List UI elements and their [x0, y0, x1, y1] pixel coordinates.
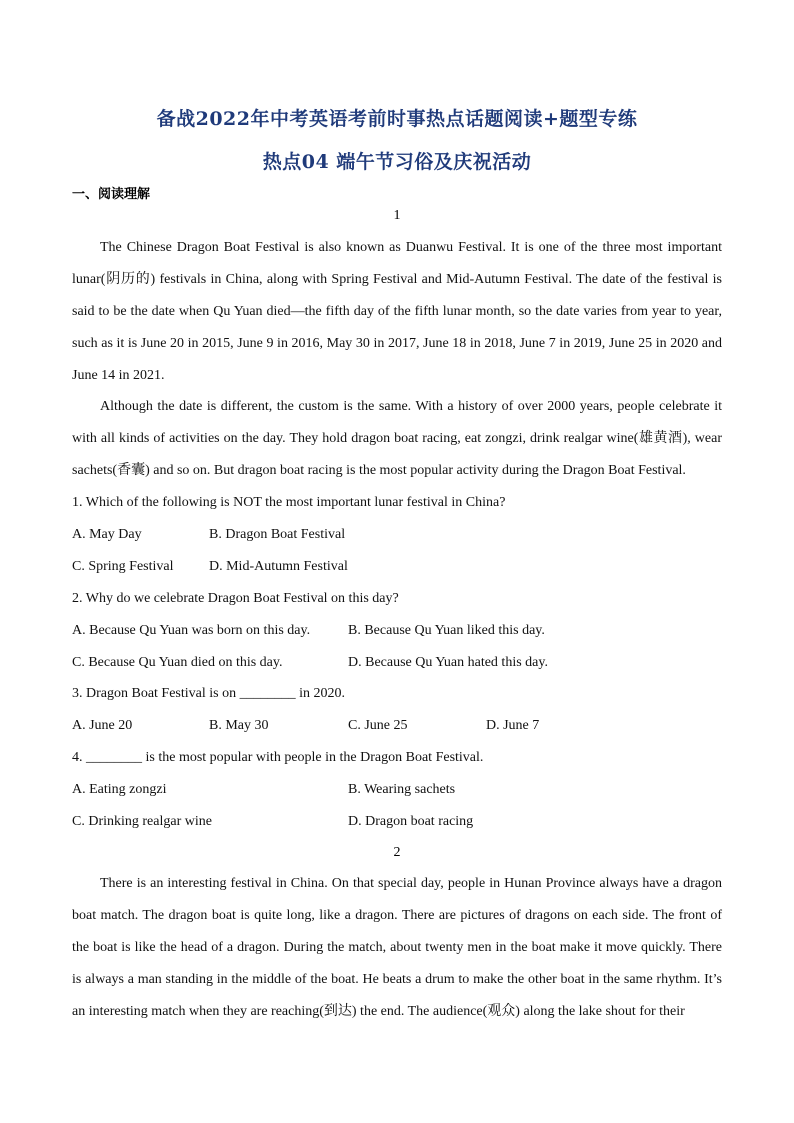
answer-option: A. June 20: [72, 718, 133, 733]
passage-paragraph: The Chinese Dragon Boat Festival is also known as Duanwu Festival. It is one of the three most important lunar(阴历的) festivals in China, along with Spring Festival and Mid-Autumn Festival. The date of the festival is said to be the date when Qu Yuan died—the fifth day of the fifth lunar month, so the date varies from year to year, such as it is June 20 in 2015, June 9 in 2016, May 30 in 2017, June 18 in 2018, June 7 in 2019, June 25 in 2020 and June 14 in 2021.: [72, 240, 722, 383]
answer-option: C. Spring Festival: [72, 559, 174, 574]
answer-option: B. Because Qu Yuan liked this day.: [348, 623, 545, 638]
answer-option: D. Because Qu Yuan hated this day.: [348, 655, 548, 670]
answer-option: B. Dragon Boat Festival: [209, 527, 346, 542]
section-heading: 一、阅读理解: [72, 187, 151, 202]
answer-option: C. June 25: [348, 718, 408, 733]
answer-option: D. Mid-Autumn Festival: [209, 559, 348, 574]
answer-option: D. Dragon boat racing: [348, 814, 474, 829]
question-stem: 4. ________ is the most popular with people in the Dragon Boat Festival.: [72, 750, 484, 765]
answer-option: A. Because Qu Yuan was born on this day.: [72, 623, 311, 638]
question-stem: 1. Which of the following is NOT the most important lunar festival in China?: [72, 495, 506, 510]
passage-number: 2: [393, 845, 401, 860]
answer-option: C. Because Qu Yuan died on this day.: [72, 655, 283, 670]
passage-number: 1: [393, 208, 401, 223]
passage-paragraph: There is an interesting festival in China. On that special day, people in Hunan Province always have a dragon boat match. The dragon boat is quite long, like a dragon. There are pictures of dragons on each side. The front of the boat is like the head of a dragon. During the match, about twenty men in the boat make it move quickly. There is always a man standing in the middle of the boat. He beats a drum to make the other boat in the same rhythm. It’s an interesting match when they are reaching(到达) the end. The audience(观众) along the lake shout for their: [72, 876, 722, 1019]
question-stem: 3. Dragon Boat Festival is on ________ in 2020.: [72, 686, 345, 701]
answer-option: B. May 30: [209, 718, 269, 733]
answer-option: D. June 7: [486, 718, 540, 733]
answer-option: A. Eating zongzi: [72, 782, 167, 797]
document-title: 备战2022年中考英语考前时事热点话题阅读+题型专练: [156, 108, 638, 130]
answer-option: B. Wearing sachets: [348, 782, 456, 797]
document-subtitle: 热点04 端午节习俗及庆祝活动: [262, 151, 532, 173]
answer-option: C. Drinking realgar wine: [72, 814, 212, 829]
passage-paragraph: Although the date is different, the custom is the same. With a history of over 2000 years, people celebrate it with all kinds of activities on the day. They hold dragon boat racing, eat zongzi, drink realgar wine(雄黄酒), wear sachets(香囊) and so on. But dragon boat racing is the most popular activity during the Dragon Boat Festival.: [72, 399, 722, 478]
answer-option: A. May Day: [72, 527, 142, 542]
question-stem: 2. Why do we celebrate Dragon Boat Festival on this day?: [72, 591, 399, 606]
